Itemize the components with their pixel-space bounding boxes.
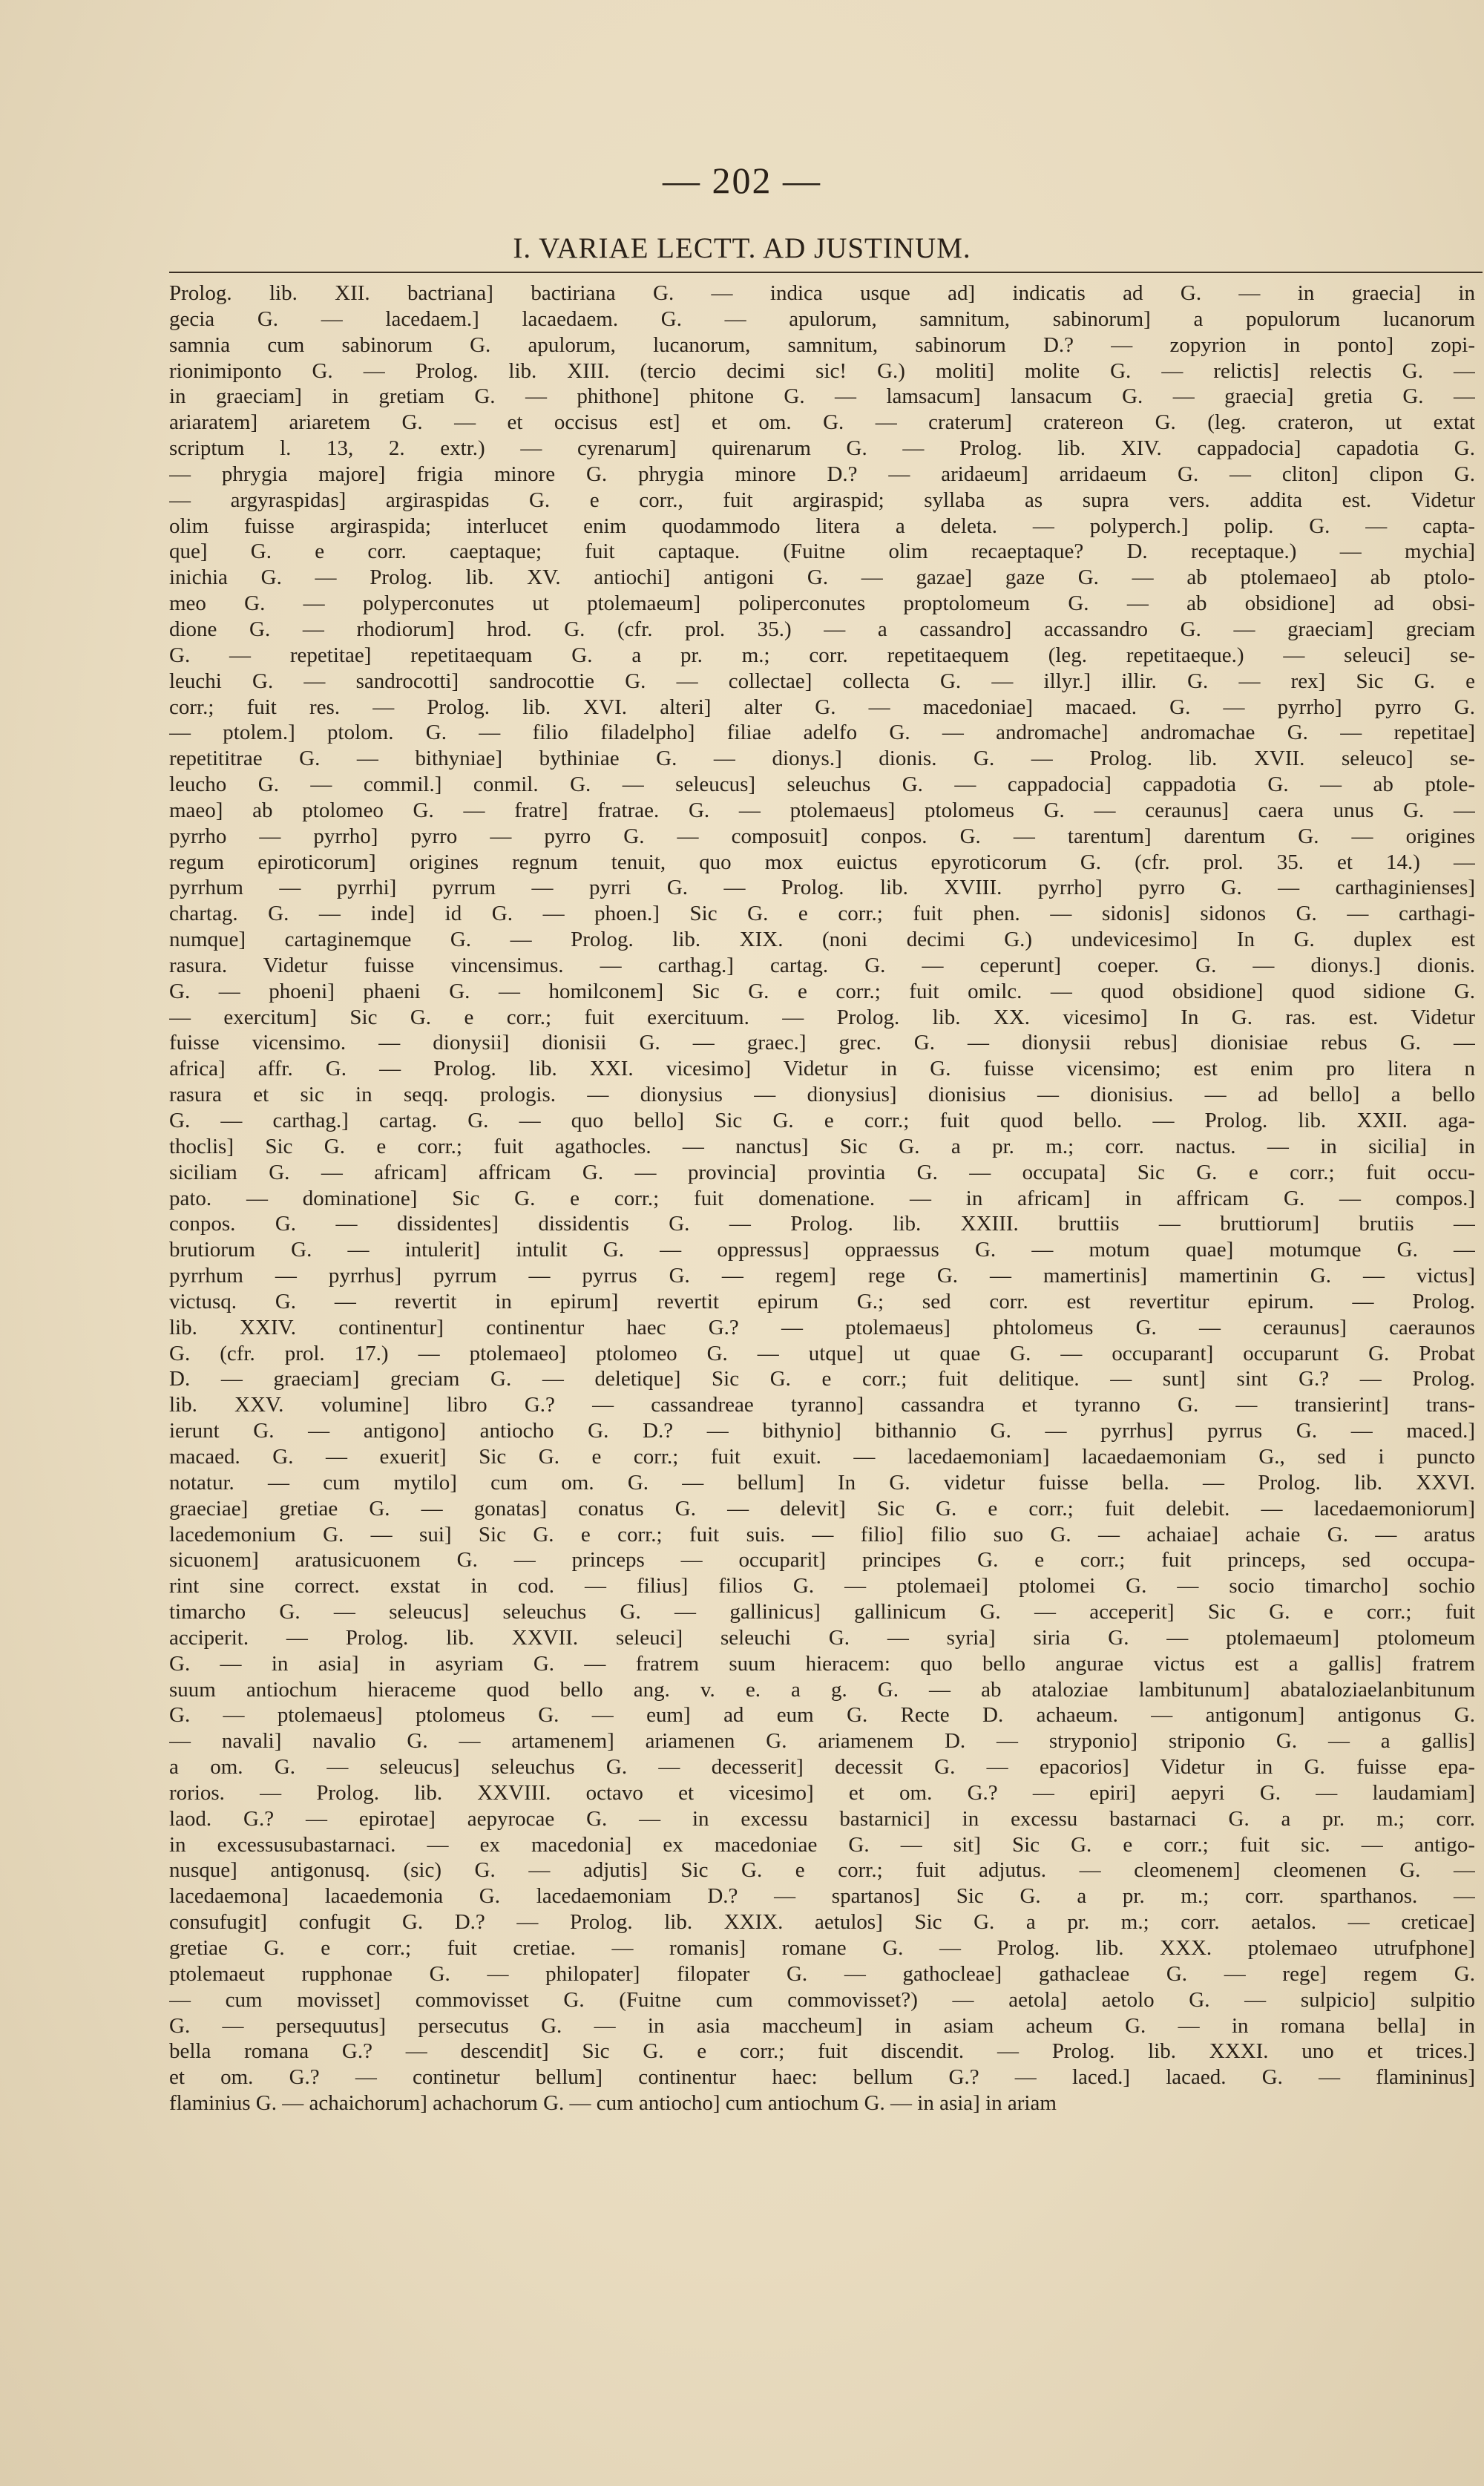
text-line: ptolemaeut rupphonae G. — philopater] filopater G. — gathocleae] gathacleae G. — rege] regem G. xyxy=(169,1961,1475,1986)
text-line: regum epiroticorum] origines regnum tenuit, quo mox euictus epyroticorum G. (cfr. prol. 35. et 14.) — xyxy=(169,850,1475,874)
text-line: pyrrhum — pyrrhus] pyrrum — pyrrus G. — regem] rege G. — mamertinis] mamertinin G. — victus] xyxy=(169,1264,1475,1288)
text-line: — cum movisset] commovisset G. (Fuitne cum commovisset?) — aetola] aetolo G. — sulpicio] sulpitio xyxy=(169,1987,1475,2012)
text-line: thoclis] Sic G. e corr.; fuit agathocles. — nanctus] Sic G. a pr. m.; corr. nactus. — in sicilia] in xyxy=(169,1134,1475,1158)
text-line: lacedemonium G. — sui] Sic G. e corr.; fuit suis. — filio] filio suo G. — achaiae] achaie G. — aratus xyxy=(169,1522,1475,1547)
text-line: inichia G. — Prolog. lib. XV. antiochi] antigoni G. — gazae] gaze G. — ab ptolemaeo] ab ptolo- xyxy=(169,565,1475,590)
text-line: ierunt G. — antigono] antiocho G. D.? — bithynio] bithannio G. — pyrrhus] pyrrus G. — maced.] xyxy=(169,1419,1475,1443)
text-line: siciliam G. — africam] affricam G. — provincia] provintia G. — occupata] Sic G. e corr.; fuit occu- xyxy=(169,1160,1475,1184)
text-line: rasura. Videtur fuisse vincensimus. — carthag.] cartag. G. — ceperunt] coeper. G. — dionys.] dionis. xyxy=(169,953,1475,977)
text-line: conpos. G. — dissidentes] dissidentis G. — Prolog. lib. XXIII. bruttiis — bruttiorum] brutiis — xyxy=(169,1212,1475,1236)
text-line: G. — phoeni] phaeni G. — homilconem] Sic G. e corr.; fuit omilc. — quod obsidione] quod sidione G. xyxy=(169,979,1475,1003)
text-line: — argyraspidas] argiraspidas G. e corr., fuit argiraspid; syllaba as supra vers. addita est. Videtur xyxy=(169,488,1475,512)
text-line: acciperit. — Prolog. lib. XXVII. seleuci] seleuchi G. — syria] siria G. — ptolemaeum] ptolomeum xyxy=(169,1625,1475,1650)
text-line: — phrygia majore] frigia minore G. phrygia minore D.? — aridaeum] arridaeum G. — cliton] clipon G. xyxy=(169,462,1475,486)
text-line: rorios. — Prolog. lib. XXVIII. octavo et vicesimo] et om. G.? — epiri] aepyri G. — laudamiam] xyxy=(169,1780,1475,1805)
text-line: G. — in asia] in asyriam G. — fratrem suum hieracem: quo bello angurae victus est a gallis] fratrem xyxy=(169,1651,1475,1676)
text-line: pyrrho — pyrrho] pyrro — pyrro G. — composuit] conpos. G. — tarentum] darentum G. — origines xyxy=(169,824,1475,848)
text-line: lib. XXIV. continentur] continentur haec G.? — ptolemaeus] phtolomeus G. — ceraunus] caeraunos xyxy=(169,1315,1475,1339)
text-line: meo G. — polyperconutes ut ptolemaeum] poliperconutes proptolomeum G. — ab obsidione] ad obsi- xyxy=(169,591,1475,616)
text-line: sicuonem] aratusicuonem G. — princeps — occuparit] principes G. e corr.; fuit princeps, sed occupa- xyxy=(169,1548,1475,1572)
text-line: G. — ptolemaeus] ptolomeus G. — eum] ad eum G. Recte D. achaeum. — antigonum] antigonus G. xyxy=(169,1703,1475,1728)
text-line: — exercitum] Sic G. e corr.; fuit exercituum. — Prolog. lib. XX. vicesimo] In G. ras. est. Videtur xyxy=(169,1005,1475,1029)
text-line: flaminius G. — achaichorum] achachorum G. — cum antiocho] cum antiochum G. — in asia] in ariam xyxy=(169,2091,1057,2116)
text-line: repetititrae G. — bithyniae] bythiniae G. — dionys.] dionis. G. — Prolog. lib. XVII. seleuco] se- xyxy=(169,747,1475,771)
text-line: chartag. G. — inde] id G. — phoen.] Sic G. e corr.; fuit phen. — sidonis] sidonos G. — carthagi- xyxy=(169,902,1475,926)
section-title: I. VARIAE LECTT. AD JUSTINUM. xyxy=(513,232,971,264)
text-line: gecia G. — lacedaem.] lacaedaem. G. — apulorum, samnitum, sabinorum] a populorum lucanorum xyxy=(169,306,1475,331)
text-line: maeo] ab ptolomeo G. — fratre] fratrae. G. — ptolemaeus] ptolomeus G. — ceraunus] caera unus G. — xyxy=(169,798,1475,822)
text-line: olim fuisse argiraspida; interlucet enim quodammodo litera a deleta. — polyperch.] polip. G. — capta- xyxy=(169,514,1475,538)
text-line: que] G. e corr. caeptaque; fuit captaque. (Fuitne olim recaeptaque? D. receptaque.) — mychia] xyxy=(169,539,1475,564)
text-line: leuchi G. — sandrocotti] sandrocottie G. — collectae] collecta G. — illyr.] illir. G. — rex] Sic G. e xyxy=(169,669,1475,693)
text-line: corr.; fuit res. — Prolog. lib. XVI. alteri] alter G. — macedoniae] macaed. G. — pyrrho] pyrro G. xyxy=(169,695,1475,719)
text-line: scriptum l. 13, 2. extr.) — cyrenarum] quirenarum G. — Prolog. lib. XIV. cappadocia] capadotia G. xyxy=(169,436,1475,461)
text-line: et om. G.? — continetur bellum] continentur haec: bellum G.? — laced.] lacaed. G. — flamininus] xyxy=(169,2065,1475,2090)
text-line: pyrrhum — pyrrhi] pyrrum — pyrri G. — Prolog. lib. XVIII. pyrrho] pyrro G. — carthaginienses] xyxy=(169,876,1475,900)
text-line: laod. G.? — epirotae] aepyrocae G. — in excessu bastarnici] in excessu bastarnaci G. a pr. m.; corr. xyxy=(169,1806,1475,1831)
text-line: lacedaemona] lacaedemonia G. lacedaemoniam D.? — spartanos] Sic G. a pr. m.; corr. sparthanos. — xyxy=(169,1884,1475,1909)
body-text xyxy=(169,281,1475,2116)
text-line: G. — repetitae] repetitaequam G. a pr. m.; corr. repetitaequem (leg. repetitaeque.) — seleuci] se- xyxy=(169,643,1475,667)
text-line: consufugit] confugit G. D.? — Prolog. lib. XXIX. aetulos] Sic G. a pr. m.; corr. aetalos. — creticae] xyxy=(169,1910,1475,1935)
text-line: in excessusubastarnaci. — ex macedonia] ex macedoniae G. — sit] Sic G. e corr.; fuit sic. — antigo- xyxy=(169,1832,1475,1857)
text-line: notatur. — cum mytilo] cum om. G. — bellum] In G. videtur fuisse bella. — Prolog. lib. XXVI. xyxy=(169,1470,1475,1495)
text-line: rint sine correct. exstat in cod. — filius] filios G. — ptolemaei] ptolomei G. — socio timarcho] sochio xyxy=(169,1574,1475,1598)
text-line: a om. G. — seleucus] seleuchus G. — decesserit] decessit G. — epacorios] Videtur in G. fuisse epa- xyxy=(169,1755,1475,1780)
text-line: nusque] antigonusq. (sic) G. — adjutis] Sic G. e corr.; fuit adjutus. — cleomenem] cleomenen G. — xyxy=(169,1858,1475,1883)
text-line: in graeciam] in gretiam G. — phithone] phitone G. — lamsacum] lansacum G. — graecia] gretia G. — xyxy=(169,384,1475,409)
text-line: rionimiponto G. — Prolog. lib. XIII. (tercio decimi sic! G.) moliti] molite G. — relictis] relectis G. — xyxy=(169,358,1475,383)
text-line: G. (cfr. prol. 17.) — ptolemaeo] ptolomeo G. — utque] ut quae G. — occuparant] occuparunt G. Probat xyxy=(169,1341,1475,1365)
text-line: Prolog. lib. XII. bactriana] bactiriana G. — indica usque ad] indicatis ad G. — in graecia] in xyxy=(169,281,1475,305)
text-line: G. — persequutus] persecutus G. — in asia maccheum] in asiam acheum G. — in romana bella] in xyxy=(169,2013,1475,2038)
text-line: — navali] navalio G. — artamenem] ariamenen G. ariamenem D. — stryponio] striponio G. — a gallis] xyxy=(169,1729,1475,1754)
text-line: G. — carthag.] cartag. G. — quo bello] Sic G. e corr.; fuit quod bello. — Prolog. lib. XXII. aga- xyxy=(169,1109,1475,1132)
text-line: leucho G. — commil.] conmil. G. — seleucus] seleuchus G. — cappadocia] cappadotia G. — ab ptole- xyxy=(169,773,1475,797)
text-line: africa] affr. G. — Prolog. lib. XXI. vicesimo] Videtur in G. fuisse vicensimo; est enim pro litera n xyxy=(169,1057,1475,1081)
text-line: pato. — dominatione] Sic G. e corr.; fuit domenatione. — in africam] in affricam G. — compos.] xyxy=(169,1186,1475,1210)
page-number: — 202 — xyxy=(663,160,821,201)
text-line: suum antiochum hieraceme quod bello ang. v. e. a g. G. — ab ataloziae lambitunum] abataloziaelanbitunum xyxy=(169,1677,1475,1702)
text-line: rasura et sic in seqq. prologis. — dionysius — dionysius] dionisius — dionisius. — ad bello] a bello xyxy=(169,1083,1475,1107)
text-line: victusq. G. — revertit in epirum] revertit epirum G.; sed corr. est revertitur epirum. — Prolog. xyxy=(169,1289,1475,1313)
text-line: ariaratem] ariaretem G. — et occisus est] et om. G. — craterum] cratereon G. (leg. crateron, ut extat xyxy=(169,410,1475,435)
text-line: macaed. G. — exuerit] Sic G. e corr.; fuit exuit. — lacedaemoniam] lacaedaemoniam G., sed i puncto xyxy=(169,1444,1475,1469)
text-line: D. — graeciam] greciam G. — deletique] Sic G. e corr.; fuit delitique. — sunt] sint G.? — Prolog. xyxy=(169,1367,1475,1391)
text-line: bella romana G.? — descendit] Sic G. e corr.; fuit discendit. — Prolog. lib. XXXI. uno et trices.] xyxy=(169,2039,1475,2064)
text-line: fuisse vicensimo. — dionysii] dionisii G. — graec.] grec. G. — dionysii rebus] dionisiae rebus G. — xyxy=(169,1031,1475,1055)
text-line: samnia cum sabinorum G. apulorum, lucanorum, samnitum, sabinorum D.? — zopyrion in ponto] zopi- xyxy=(169,332,1475,357)
text-line: dione G. — rhodiorum] hrod. G. (cfr. prol. 35.) — a cassandro] accassandro G. — graeciam] greciam xyxy=(169,617,1475,641)
title-rule xyxy=(169,272,1483,273)
text-line: gretiae G. e corr.; fuit cretiae. — romanis] romane G. — Prolog. lib. XXX. ptolemaeo utrufphone] xyxy=(169,1936,1475,1960)
text-line: graeciae] gretiae G. — gonatas] conatus G. — delevit] Sic G. e corr.; fuit delebit. — lacedaemoniorum] xyxy=(169,1496,1475,1521)
text-line: numque] cartaginemque G. — Prolog. lib. XIX. (noni decimi G.) undevicesimo] In G. duplex est xyxy=(169,928,1475,952)
text-line: lib. XXV. volumine] libro G.? — cassandreae tyranno] cassandra et tyranno G. — transierint] trans- xyxy=(169,1393,1475,1417)
text-line: brutiorum G. — intulerit] intulit G. — oppressus] oppraessus G. — motum quae] motumque G. — xyxy=(169,1238,1475,1262)
text-line: timarcho G. — seleucus] seleuchus G. — gallinicus] gallinicum G. — acceperit] Sic G. e corr.; fuit xyxy=(169,1600,1475,1624)
text-line: — ptolem.] ptolom. G. — filio filadelpho] filiae adelfo G. — andromache] andromachae G. — repetitae] xyxy=(169,721,1475,745)
